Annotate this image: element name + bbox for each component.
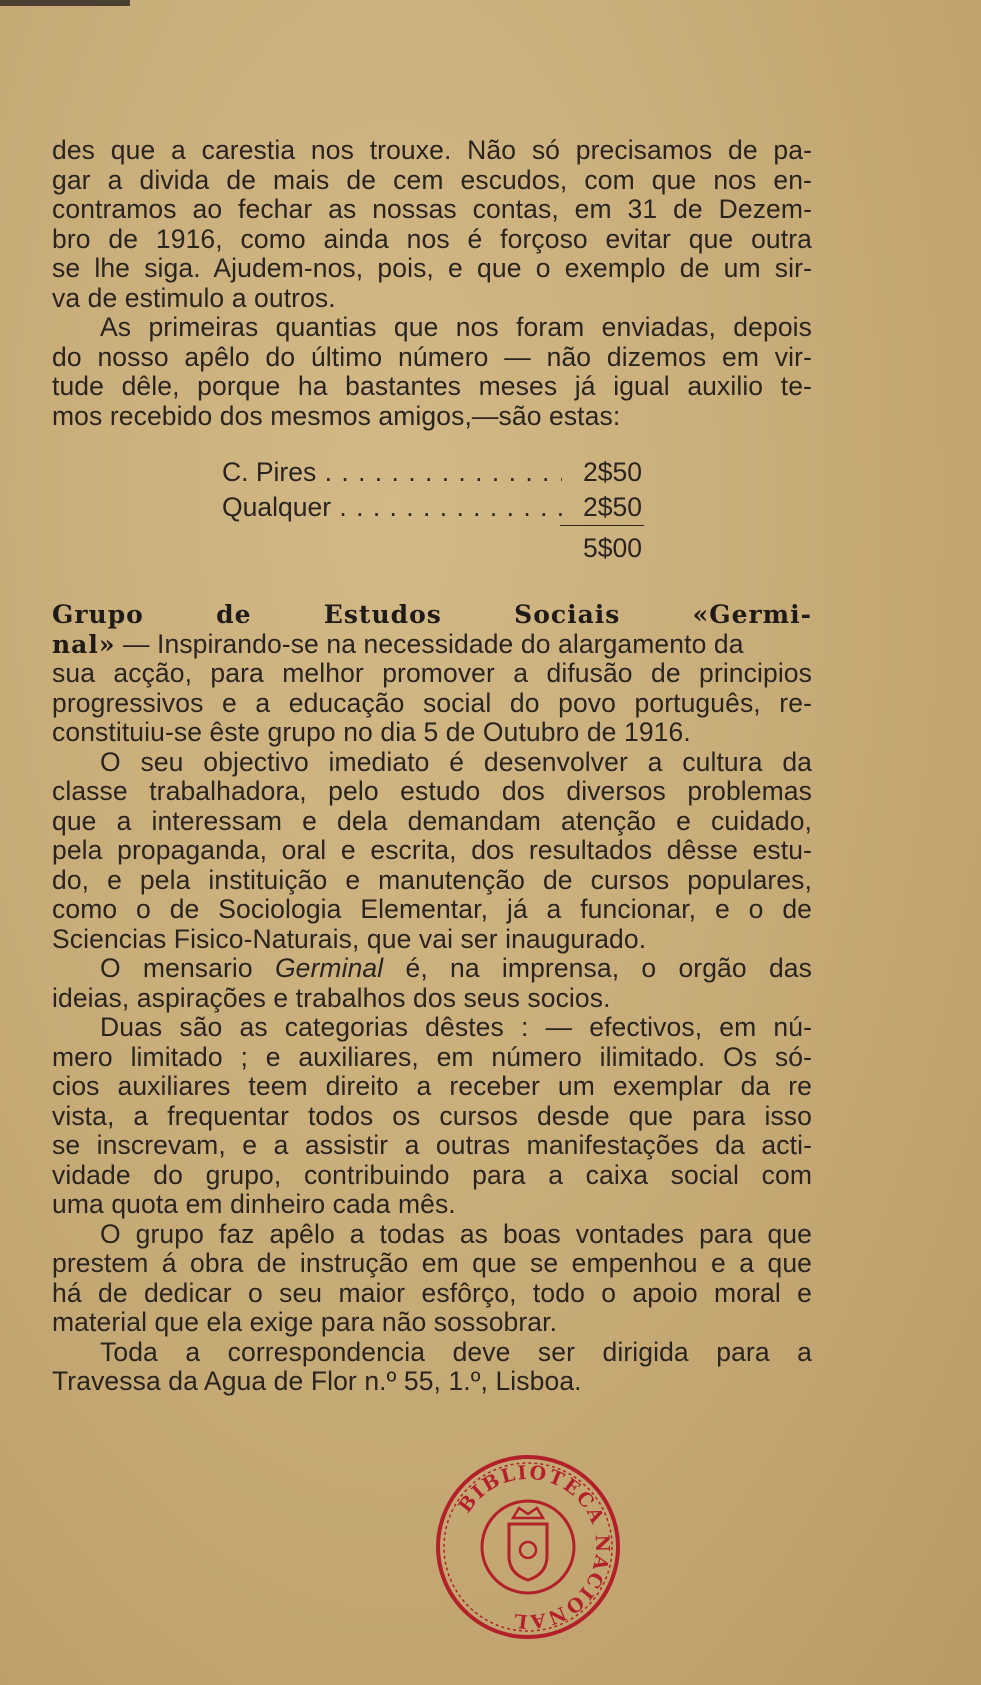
text-line: As primeiras quantias que nos foram enviadas, depois	[100, 312, 812, 342]
text-line: classe trabalhadora, pelo estudo dos diversos problemas	[52, 776, 812, 806]
paragraph-5	[52, 1013, 812, 1220]
text-line: Sciencias Fisico-Naturais, que vai ser inaugurado.	[52, 923, 647, 954]
paragraph-3	[52, 748, 812, 955]
text-line: Toda a correspondencia deve ser dirigida para a	[100, 1336, 812, 1367]
text-line: des que a carestia nos trouxe. Não só precisamos de pa-	[52, 135, 812, 165]
paragraph-4	[52, 954, 812, 1013]
text-line: se inscrevam, e a assistir a outras manifestações da acti-	[52, 1130, 812, 1160]
text-line: como o de Sociologia Elementar, já a funcionar, e o de	[52, 894, 812, 924]
stamp-text: BIBLIOTECA NACIONAL	[454, 1461, 614, 1633]
section-germinal	[52, 600, 812, 748]
ledger-row	[222, 490, 682, 525]
text-line: progressivos e a educação social do povo português, re-	[52, 687, 812, 718]
ledger-name: Qualquer . . .	[222, 490, 562, 525]
text-run: é, na imprensa, o orgão das	[383, 953, 812, 983]
contributions-ledger	[222, 455, 682, 566]
text-line: cios auxiliares teem direito a receber um exemplar da re	[52, 1071, 812, 1101]
text-line: Travessa da Agua de Flor n.º 55, 1.º, Lisboa.	[52, 1366, 582, 1396]
text-line	[52, 954, 812, 984]
ledger-amount: 2$50	[583, 492, 642, 522]
shield-emblem	[520, 1542, 536, 1558]
section-heading-end: nal»	[52, 629, 116, 659]
ledger-total: 5$00	[583, 533, 642, 563]
text-run: O mensario	[100, 953, 275, 983]
text-line: há de dedicar o seu maior esfôrço, todo o apoio moral e	[52, 1277, 812, 1308]
journal-title: Germinal	[274, 953, 384, 983]
text-line: vidade do grupo, contribuindo para a caixa social com	[52, 1159, 812, 1190]
coat-of-arms-shield	[509, 1524, 547, 1580]
text-line: contramos ao fechar as nossas contas, em 31 de Dezem-	[52, 194, 812, 224]
paragraph-1	[52, 136, 812, 313]
text-line: prestem á obra de instrução em que se empenhou e a que	[52, 1248, 812, 1278]
text-line: constituiu-se êste grupo no dia 5 de Outubro de 1916.	[52, 717, 691, 747]
text-line: do, e pela instituição e manutenção de cursos populares,	[52, 864, 812, 895]
text-line: gar a divida de mais de cem escudos, com que nos en-	[52, 164, 812, 195]
crown-mark	[513, 1508, 543, 1518]
text-line: vista, a frequentar todos os cursos desde que para isso	[52, 1100, 812, 1131]
text-line: tude dêle, porque ha bastantes meses já igual auxilio te-	[52, 371, 812, 401]
text-line: mero limitado ; e auxiliares, em número ilimitado. Os só-	[52, 1041, 812, 1072]
text-line: sua acção, para melhor promover a difusão de principios	[52, 658, 812, 688]
text-line: pela propaganda, oral e escrita, dos resultados dêsse estu-	[52, 835, 812, 865]
text-line: uma quota em dinheiro cada mês.	[52, 1189, 456, 1219]
stamp-outer-ring	[438, 1457, 618, 1637]
page-edge-mark	[0, 0, 130, 6]
text-line: mos recebido dos mesmos amigos,—são estas:	[52, 400, 621, 431]
text-line: do nosso apêlo do último número — não dizemos em vir-	[52, 341, 812, 372]
text-line: Duas são as categorias dêstes : — efectivos, em nú-	[100, 1012, 812, 1042]
text-line: va de estimulo a outros.	[52, 282, 336, 313]
text-line: ideias, aspirações e trabalhos dos seus socios.	[52, 982, 611, 1013]
paragraph-6	[52, 1220, 812, 1338]
paragraph-7	[52, 1338, 812, 1397]
ledger-name: C. Pires . . .	[222, 455, 562, 490]
ledger-sum-rule	[560, 525, 644, 526]
text-line: se lhe siga. Ajudem-nos, pois, e que o exemplo de um sir-	[52, 253, 812, 283]
ledger-total-row	[222, 525, 682, 566]
section-heading: Grupo de Estudos Sociais «Germi-	[52, 600, 812, 629]
text-line	[52, 630, 812, 660]
text-line-rest: — Inspirando-se na necessidade do alargamento da	[115, 628, 744, 659]
library-stamp-icon	[433, 1452, 623, 1642]
ledger-amount: 2$50	[583, 457, 642, 487]
text-line: material que ela exige para não sossobrar.	[52, 1307, 558, 1337]
text-line: O seu objectivo imediato é desenvolver a cultura da	[100, 746, 812, 777]
text-line: que a interessam e dela demandam atenção e cuidado,	[52, 805, 812, 836]
text-line: O grupo faz apêlo a todas as boas vontades para que	[100, 1218, 812, 1249]
paragraph-2	[52, 313, 812, 431]
text-line: bro de 1916, como ainda nos é forçoso evitar que outra	[52, 223, 812, 254]
document-page	[52, 136, 812, 1397]
ledger-row	[222, 455, 682, 490]
